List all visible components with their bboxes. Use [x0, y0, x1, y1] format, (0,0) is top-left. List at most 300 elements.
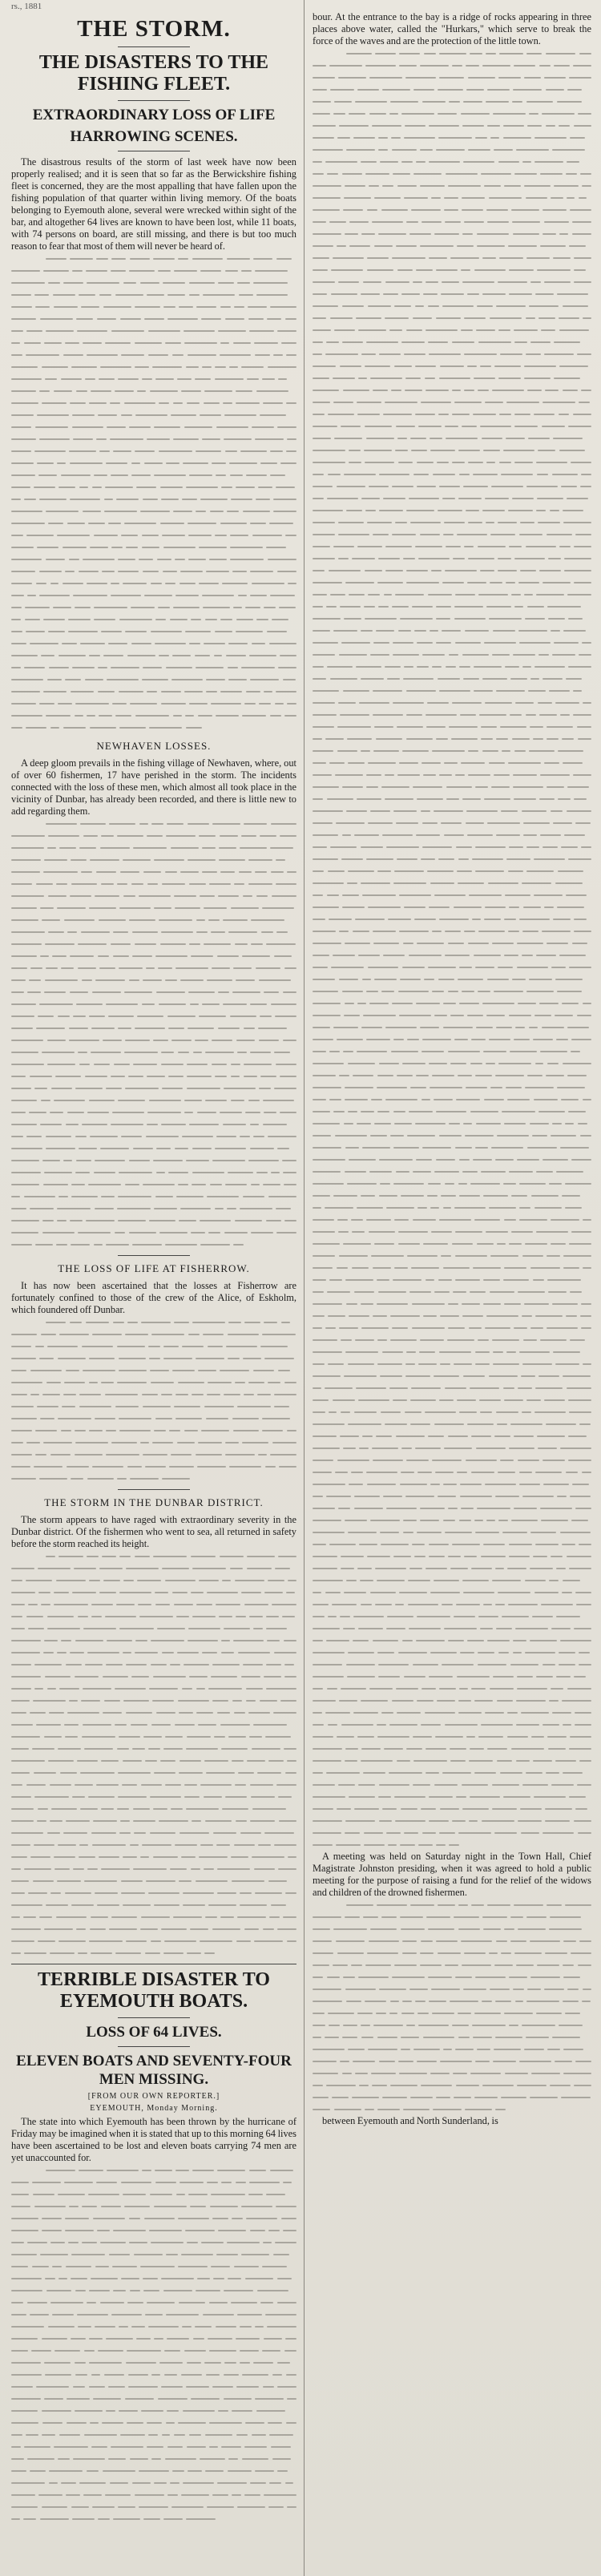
text-line	[313, 2103, 591, 2115]
article-body-filler	[11, 2164, 296, 2525]
text-line	[313, 276, 591, 288]
text-line	[11, 349, 296, 361]
text-line	[313, 1009, 591, 1021]
text-line	[11, 517, 296, 529]
text-line	[11, 974, 296, 986]
text-line	[313, 1189, 591, 1201]
text-line	[313, 1165, 591, 1177]
right-column	[306, 0, 601, 2576]
text-line	[11, 890, 296, 902]
text-line	[313, 648, 591, 660]
text-line	[313, 672, 591, 684]
text-line	[313, 2043, 591, 2055]
text-line	[11, 1658, 296, 1670]
text-line	[313, 1382, 591, 1394]
text-line	[11, 625, 296, 637]
text-line	[313, 528, 591, 540]
text-line	[11, 962, 296, 974]
text-line	[313, 1622, 591, 1634]
text-line	[313, 997, 591, 1009]
text-line	[313, 168, 591, 180]
text-line	[11, 2501, 296, 2513]
text-line	[11, 577, 296, 589]
text-line	[313, 1213, 591, 1225]
text-line	[313, 1225, 591, 1238]
text-line	[313, 1634, 591, 1646]
text-line	[11, 986, 296, 998]
text-line	[11, 1154, 296, 1166]
text-line	[11, 1376, 296, 1388]
text-line	[313, 2079, 591, 2091]
text-line	[313, 372, 591, 384]
article-body-filler	[11, 1316, 296, 1484]
text-line	[11, 1226, 296, 1238]
text-line	[313, 733, 591, 745]
section-newhaven-losses: NEWHAVEN LOSSES.	[96, 740, 212, 752]
text-line	[313, 757, 591, 769]
text-line	[11, 493, 296, 505]
text-line	[313, 444, 591, 456]
text-line	[11, 1851, 296, 1863]
text-line	[11, 926, 296, 938]
text-line	[11, 2380, 296, 2392]
text-line	[11, 673, 296, 685]
text-line	[313, 107, 591, 119]
text-line	[11, 950, 296, 962]
text-line	[313, 1466, 591, 1478]
text-line	[11, 2429, 296, 2441]
text-line	[11, 1791, 296, 1803]
text-line	[313, 901, 591, 913]
text-line	[11, 818, 296, 830]
text-line	[313, 1334, 591, 1346]
text-line	[11, 2272, 296, 2284]
text-line	[11, 1166, 296, 1178]
text-line	[313, 1779, 591, 1791]
text-line	[313, 348, 591, 360]
dunbar-paragraph: The storm appears to have raged with extraordinary severity in the Dunbar district. Of the fishermen who went to sea, all returned in safety before the storm reached its height.	[11, 1514, 296, 1549]
text-line	[313, 1069, 591, 1081]
text-line	[11, 1034, 296, 1046]
text-line	[11, 313, 296, 325]
text-line	[11, 1730, 296, 1742]
banner-boats-missing: ELEVEN BOATS AND SEVENTY-FOUR MEN MISSING.	[16, 2053, 292, 2088]
text-line	[11, 277, 296, 289]
text-line	[313, 2031, 591, 2043]
text-line	[313, 2055, 591, 2067]
text-line	[313, 600, 591, 612]
text-line	[11, 1340, 296, 1352]
text-line	[313, 817, 591, 829]
text-line	[11, 1202, 296, 1214]
text-line	[313, 432, 591, 444]
text-line	[313, 1899, 591, 1911]
text-line	[313, 841, 591, 853]
text-line	[313, 1730, 591, 1742]
kicker-harrowing-scenes: HARROWING SCENES.	[70, 128, 238, 145]
text-line	[11, 1947, 296, 1959]
text-line	[11, 2260, 296, 2272]
text-line	[313, 660, 591, 672]
text-line	[11, 541, 296, 553]
text-line	[313, 961, 591, 973]
text-line	[313, 2019, 591, 2031]
text-line	[11, 1718, 296, 1730]
text-line	[11, 2296, 296, 2308]
text-line	[313, 829, 591, 841]
text-line	[11, 2200, 296, 2212]
text-line	[313, 1538, 591, 1550]
text-line	[313, 913, 591, 925]
text-line	[11, 1190, 296, 1202]
text-line	[11, 1352, 296, 1364]
text-line	[11, 1562, 296, 1574]
text-line	[11, 1670, 296, 1682]
text-line	[11, 2188, 296, 2200]
text-line	[313, 949, 591, 961]
text-line	[11, 1142, 296, 1154]
text-line	[313, 1262, 591, 1274]
text-line	[313, 877, 591, 889]
text-line	[11, 1634, 296, 1646]
text-line	[11, 914, 296, 926]
text-line	[313, 1238, 591, 1250]
headline-the-storm: THE STORM.	[77, 16, 231, 42]
text-line	[11, 2332, 296, 2344]
text-line	[313, 1081, 591, 1093]
text-line	[11, 385, 296, 397]
text-line	[313, 288, 591, 300]
text-line	[313, 1598, 591, 1610]
text-line	[313, 1742, 591, 1754]
text-line	[11, 1682, 296, 1694]
text-line	[11, 1130, 296, 1142]
text-line	[313, 456, 591, 468]
text-line	[313, 1358, 591, 1370]
text-line	[11, 1923, 296, 1935]
column-rule	[304, 0, 305, 2576]
text-line	[313, 1514, 591, 1526]
text-line	[313, 2007, 591, 2019]
text-line	[313, 1021, 591, 1033]
dateline: EYEMOUTH, Monday Morning.	[90, 2104, 218, 2113]
text-line	[11, 1839, 296, 1851]
text-line	[313, 264, 591, 276]
text-line	[313, 71, 591, 83]
text-line	[313, 853, 591, 865]
text-line	[313, 865, 591, 877]
text-line	[313, 1923, 591, 1935]
text-line	[313, 1995, 591, 2007]
text-line	[313, 1045, 591, 1057]
text-line	[11, 2417, 296, 2429]
text-line	[313, 1682, 591, 1694]
text-line	[11, 529, 296, 541]
text-line	[11, 661, 296, 673]
text-line	[313, 1153, 591, 1165]
text-line	[11, 1214, 296, 1226]
text-line	[11, 1875, 296, 1887]
text-line	[11, 709, 296, 721]
text-line	[11, 1364, 296, 1376]
text-line	[313, 324, 591, 336]
text-line	[11, 2465, 296, 2477]
text-line	[313, 1839, 591, 1851]
text-line	[11, 1010, 296, 1022]
text-line	[11, 2236, 296, 2248]
text-line	[313, 624, 591, 636]
text-line	[313, 1117, 591, 1129]
text-line	[11, 1412, 296, 1424]
text-line	[313, 1177, 591, 1189]
text-line	[313, 805, 591, 817]
text-line	[11, 878, 296, 890]
text-line	[313, 793, 591, 805]
text-line	[11, 637, 296, 649]
text-line	[11, 289, 296, 301]
text-line	[11, 505, 296, 517]
text-line	[313, 1562, 591, 1574]
text-line	[11, 373, 296, 385]
text-line	[11, 1238, 296, 1250]
text-line	[313, 252, 591, 264]
text-line	[313, 721, 591, 733]
text-line	[313, 1935, 591, 1947]
text-line	[11, 649, 296, 661]
text-line	[11, 1082, 296, 1094]
text-line	[313, 937, 591, 949]
fisherrow-paragraph: It has now been ascertained that the losses at Fisherrow are fortunately confined to those of the crew of the Alice, of Eskholm, which foundered off Dunbar.	[11, 1280, 296, 1315]
text-line	[313, 1418, 591, 1430]
text-line	[11, 1058, 296, 1070]
text-line	[313, 1574, 591, 1586]
text-line	[11, 1094, 296, 1106]
text-line	[11, 301, 296, 313]
text-line	[11, 2477, 296, 2489]
text-line	[11, 1803, 296, 1815]
text-line	[11, 2212, 296, 2224]
text-line	[11, 1178, 296, 1190]
text-line	[313, 1490, 591, 1502]
text-line	[11, 445, 296, 457]
divider	[118, 2017, 190, 2018]
text-line	[11, 469, 296, 481]
text-line	[313, 336, 591, 348]
text-line	[11, 1779, 296, 1791]
text-line	[313, 1298, 591, 1310]
text-line	[313, 204, 591, 216]
text-line	[11, 1046, 296, 1058]
text-line	[11, 2368, 296, 2380]
text-line	[11, 433, 296, 445]
text-line	[313, 696, 591, 709]
text-line	[313, 1827, 591, 1839]
text-line	[313, 119, 591, 131]
banner-reporter-note: [FROM OUR OWN REPORTER.]	[87, 2092, 220, 2101]
text-line	[11, 2284, 296, 2296]
text-line	[11, 1815, 296, 1827]
text-line	[313, 83, 591, 95]
text-line	[313, 300, 591, 312]
text-line	[313, 1754, 591, 1766]
text-line	[313, 312, 591, 324]
text-line	[313, 576, 591, 588]
text-line	[313, 1947, 591, 1959]
section-fisherrow: THE LOSS OF LIFE AT FISHERROW.	[58, 1262, 250, 1274]
text-line	[11, 1436, 296, 1448]
text-line	[313, 1033, 591, 1045]
text-line	[313, 155, 591, 168]
text-line	[313, 1442, 591, 1454]
text-line	[313, 1694, 591, 1706]
divider	[118, 2046, 190, 2047]
text-line	[313, 540, 591, 552]
text-line	[11, 1388, 296, 1400]
text-line	[11, 1118, 296, 1130]
text-line	[11, 2308, 296, 2320]
text-line	[11, 1935, 296, 1947]
text-line	[11, 998, 296, 1010]
text-line	[11, 1610, 296, 1622]
text-line	[313, 973, 591, 985]
text-line	[11, 1316, 296, 1328]
article-body-filler	[313, 47, 591, 1851]
text-line	[11, 2453, 296, 2465]
text-line	[313, 1791, 591, 1803]
text-line	[313, 684, 591, 696]
text-line	[11, 2513, 296, 2525]
text-line	[313, 1274, 591, 1286]
text-line	[11, 2224, 296, 2236]
text-line	[313, 1706, 591, 1718]
text-line	[313, 95, 591, 107]
text-line	[11, 938, 296, 950]
text-line	[11, 1586, 296, 1598]
text-line	[313, 47, 591, 59]
text-line	[313, 1959, 591, 1971]
text-line	[11, 721, 296, 733]
text-line	[313, 745, 591, 757]
text-line	[11, 1742, 296, 1754]
text-line	[11, 2404, 296, 2417]
text-line	[11, 421, 296, 433]
text-line	[11, 481, 296, 493]
text-line	[313, 1718, 591, 1730]
text-line	[313, 1971, 591, 1983]
text-line	[11, 1827, 296, 1839]
text-line	[11, 842, 296, 854]
text-line	[11, 1706, 296, 1718]
text-line	[11, 830, 296, 842]
text-line	[313, 781, 591, 793]
text-line	[313, 131, 591, 143]
text-line	[11, 1899, 296, 1911]
text-line	[11, 902, 296, 914]
text-line	[313, 59, 591, 71]
text-line	[11, 866, 296, 878]
article-body-filler	[11, 252, 296, 733]
text-line	[313, 1670, 591, 1682]
text-line	[11, 553, 296, 565]
text-line	[11, 397, 296, 409]
text-line	[11, 565, 296, 577]
text-line	[313, 1911, 591, 1923]
text-line	[11, 2392, 296, 2404]
text-line	[11, 252, 296, 264]
text-line	[313, 1286, 591, 1298]
lead-paragraph: The disastrous results of the storm of last week have now been properly realised; and it is seen that so far as the Berwickshire fishing fleet is concerned, they are the most appalling that have fallen upon the fishing population of that quarter within living memory. Of the boats belonging to Eyemouth alone, several were wrecked within sight of the bar, and altogether 64 lives are known to have been lost, while 11 boats, with 74 persons on board, are still missing, and there is but too much reason to fear that most of them will never be heard of.	[11, 156, 296, 252]
text-line	[11, 409, 296, 421]
newhaven-paragraph: A deep gloom prevails in the fishing village of Newhaven, where, out of over 60 fishermen, 17 have perished in the storm. The incidents connected with the loss of these men, which almost all took place in the vicinity of Dunbar, has already been recorded, and there is little new to add regarding them.	[11, 757, 296, 817]
text-line	[313, 228, 591, 240]
article-body-filler	[11, 818, 296, 1250]
text-line	[313, 1201, 591, 1213]
text-line	[11, 1622, 296, 1634]
text-line	[11, 697, 296, 709]
text-line	[11, 1070, 296, 1082]
masthead-fragment: rs., 1881	[11, 2, 42, 11]
text-line	[313, 588, 591, 600]
text-line	[313, 636, 591, 648]
text-line	[11, 2164, 296, 2176]
text-line	[313, 1346, 591, 1358]
text-line	[11, 2356, 296, 2368]
continued-paragraph: bour. At the entrance to the bay is a ridge of rocks appearing in three places above water, called the "Hurkars," which serve to break the force of the waves and are the protection of the little town.	[313, 11, 591, 46]
text-line	[11, 1022, 296, 1034]
text-line	[313, 1322, 591, 1334]
text-line	[313, 1766, 591, 1779]
text-line	[313, 2067, 591, 2079]
text-line	[313, 925, 591, 937]
text-line	[313, 1141, 591, 1153]
text-line	[313, 564, 591, 576]
text-line	[313, 360, 591, 372]
text-line	[313, 1430, 591, 1442]
article-body-filler	[313, 1899, 591, 2115]
text-line	[11, 1863, 296, 1875]
text-line	[313, 408, 591, 420]
text-line	[11, 1400, 296, 1412]
text-line	[11, 601, 296, 613]
text-line	[313, 420, 591, 432]
text-line	[11, 1598, 296, 1610]
text-line	[313, 468, 591, 480]
text-line	[313, 480, 591, 492]
text-line	[313, 552, 591, 564]
subhead-disasters: THE DISASTERS TO THE FISHING FLEET.	[38, 52, 269, 95]
text-line	[313, 396, 591, 408]
public-meeting-paragraph: A meeting was held on Saturday night in the Town Hall, Chief Magistrate Johnston presiding, when it was agreed to hold a public meeting for the purpose of raising a fund for the relief of the widows and children of the drowned fishermen.	[313, 1851, 591, 1898]
banner-terrible-disaster: TERRIBLE DISASTER TO EYEMOUTH BOATS.	[38, 1969, 270, 2012]
text-line	[313, 1129, 591, 1141]
text-line	[11, 325, 296, 337]
text-line	[11, 1472, 296, 1484]
text-line	[11, 1328, 296, 1340]
text-line	[313, 216, 591, 228]
text-line	[313, 192, 591, 204]
text-line	[313, 889, 591, 901]
text-line	[11, 1646, 296, 1658]
text-line	[313, 1370, 591, 1382]
masthead-spacer	[313, 0, 591, 11]
text-line	[313, 1478, 591, 1490]
text-line	[11, 2176, 296, 2188]
divider	[118, 46, 190, 47]
text-line	[11, 1460, 296, 1472]
text-line	[11, 264, 296, 277]
text-line	[11, 1911, 296, 1923]
text-line	[313, 384, 591, 396]
